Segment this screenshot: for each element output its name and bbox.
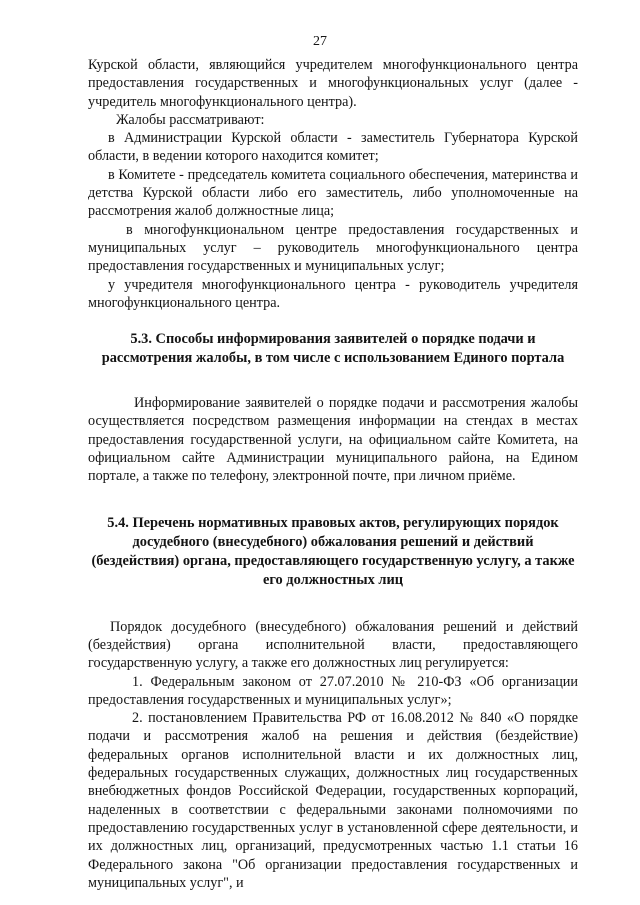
paragraph-government-decree: 2. постановлением Правительства РФ от 16.08.2012 № 840 «О порядке подачи и рассмотрения жалоб на решения и действия (бездействие) федеральных органов исполнительной власти и их должностных лиц, федеральных государственных служащих, должностных лиц государственных внебюджетных фондов Российской Федерации, государственных корпораций, наделенных в соответствии с федеральными законами полномочиями по предоставлению государственных услуг в установленной сфере деятельности, и их должностных лиц, организаций, предусмотренных частью 1.1 статьи 16 Федерального закона "Об организации предоставления государственных и муниципальных услуг", и [88, 710, 578, 891]
paragraph-administration: в Администрации Курской области - заместитель Губернатора Курской области, в ведении которого находится комитет; [88, 130, 578, 165]
paragraph-mfc: в многофункциональном центре предоставления государственных и муниципальных услуг – руководитель многофункционального центра предоставления государственных и муниципальных услуг; [88, 221, 578, 275]
page-number: 27 [313, 34, 327, 49]
paragraph-informing: Информирование заявителей о порядке подачи и рассмотрения жалобы осуществляется посредством размещения информации на стендах в местах предоставления государственной услуги, на официальном сайте Комитета, на официальном сайте Администрации муниципального района, на Едином портале, а также по телефону, электронной почте, при личном приёме. [88, 395, 578, 485]
paragraph-procedure: Порядок досудебного (внесудебного) обжалования решений и действий (бездействия) органа исполнительной власти, предоставляющего государственную услугу, а также его должностных лиц регулируется: [88, 618, 578, 672]
paragraph-federal-law: 1. Федеральным законом от 27.07.2010 № 210-ФЗ «Об организации предоставления государственных и муниципальных услуг»; [88, 673, 578, 708]
paragraph-continuation: Курской области, являющийся учредителем многофункционального центра предоставления государственных и многофункциональных услуг (далее - учредитель многофункционального центра). [88, 57, 578, 110]
section-heading-5-3: 5.3. Способы информирования заявителей о порядке подачи и рассмотрения жалобы, в том числе с использованием Единого портала [101, 331, 565, 367]
section-heading-5-4: 5.4. Перечень нормативных правовых актов, регулирующих порядок досудебного (внесудебного) обжалования решений и действий (бездействия) органа, предоставляющего государственную услугу, а также его должностных лиц [91, 514, 575, 588]
paragraph-mfc-founder: у учредителя многофункционального центра - руководитель учредителя многофункционального центра. [88, 276, 578, 311]
paragraph-committee: в Комитете - председатель комитета социального обеспечения, материнства и детства Курской области либо его заместитель, либо уполномоченные на рассмотрения жалоб должностные лица; [88, 166, 578, 220]
paragraph-complaints-intro: Жалобы рассматривают: [116, 111, 265, 128]
document-body [88, 56, 578, 892]
